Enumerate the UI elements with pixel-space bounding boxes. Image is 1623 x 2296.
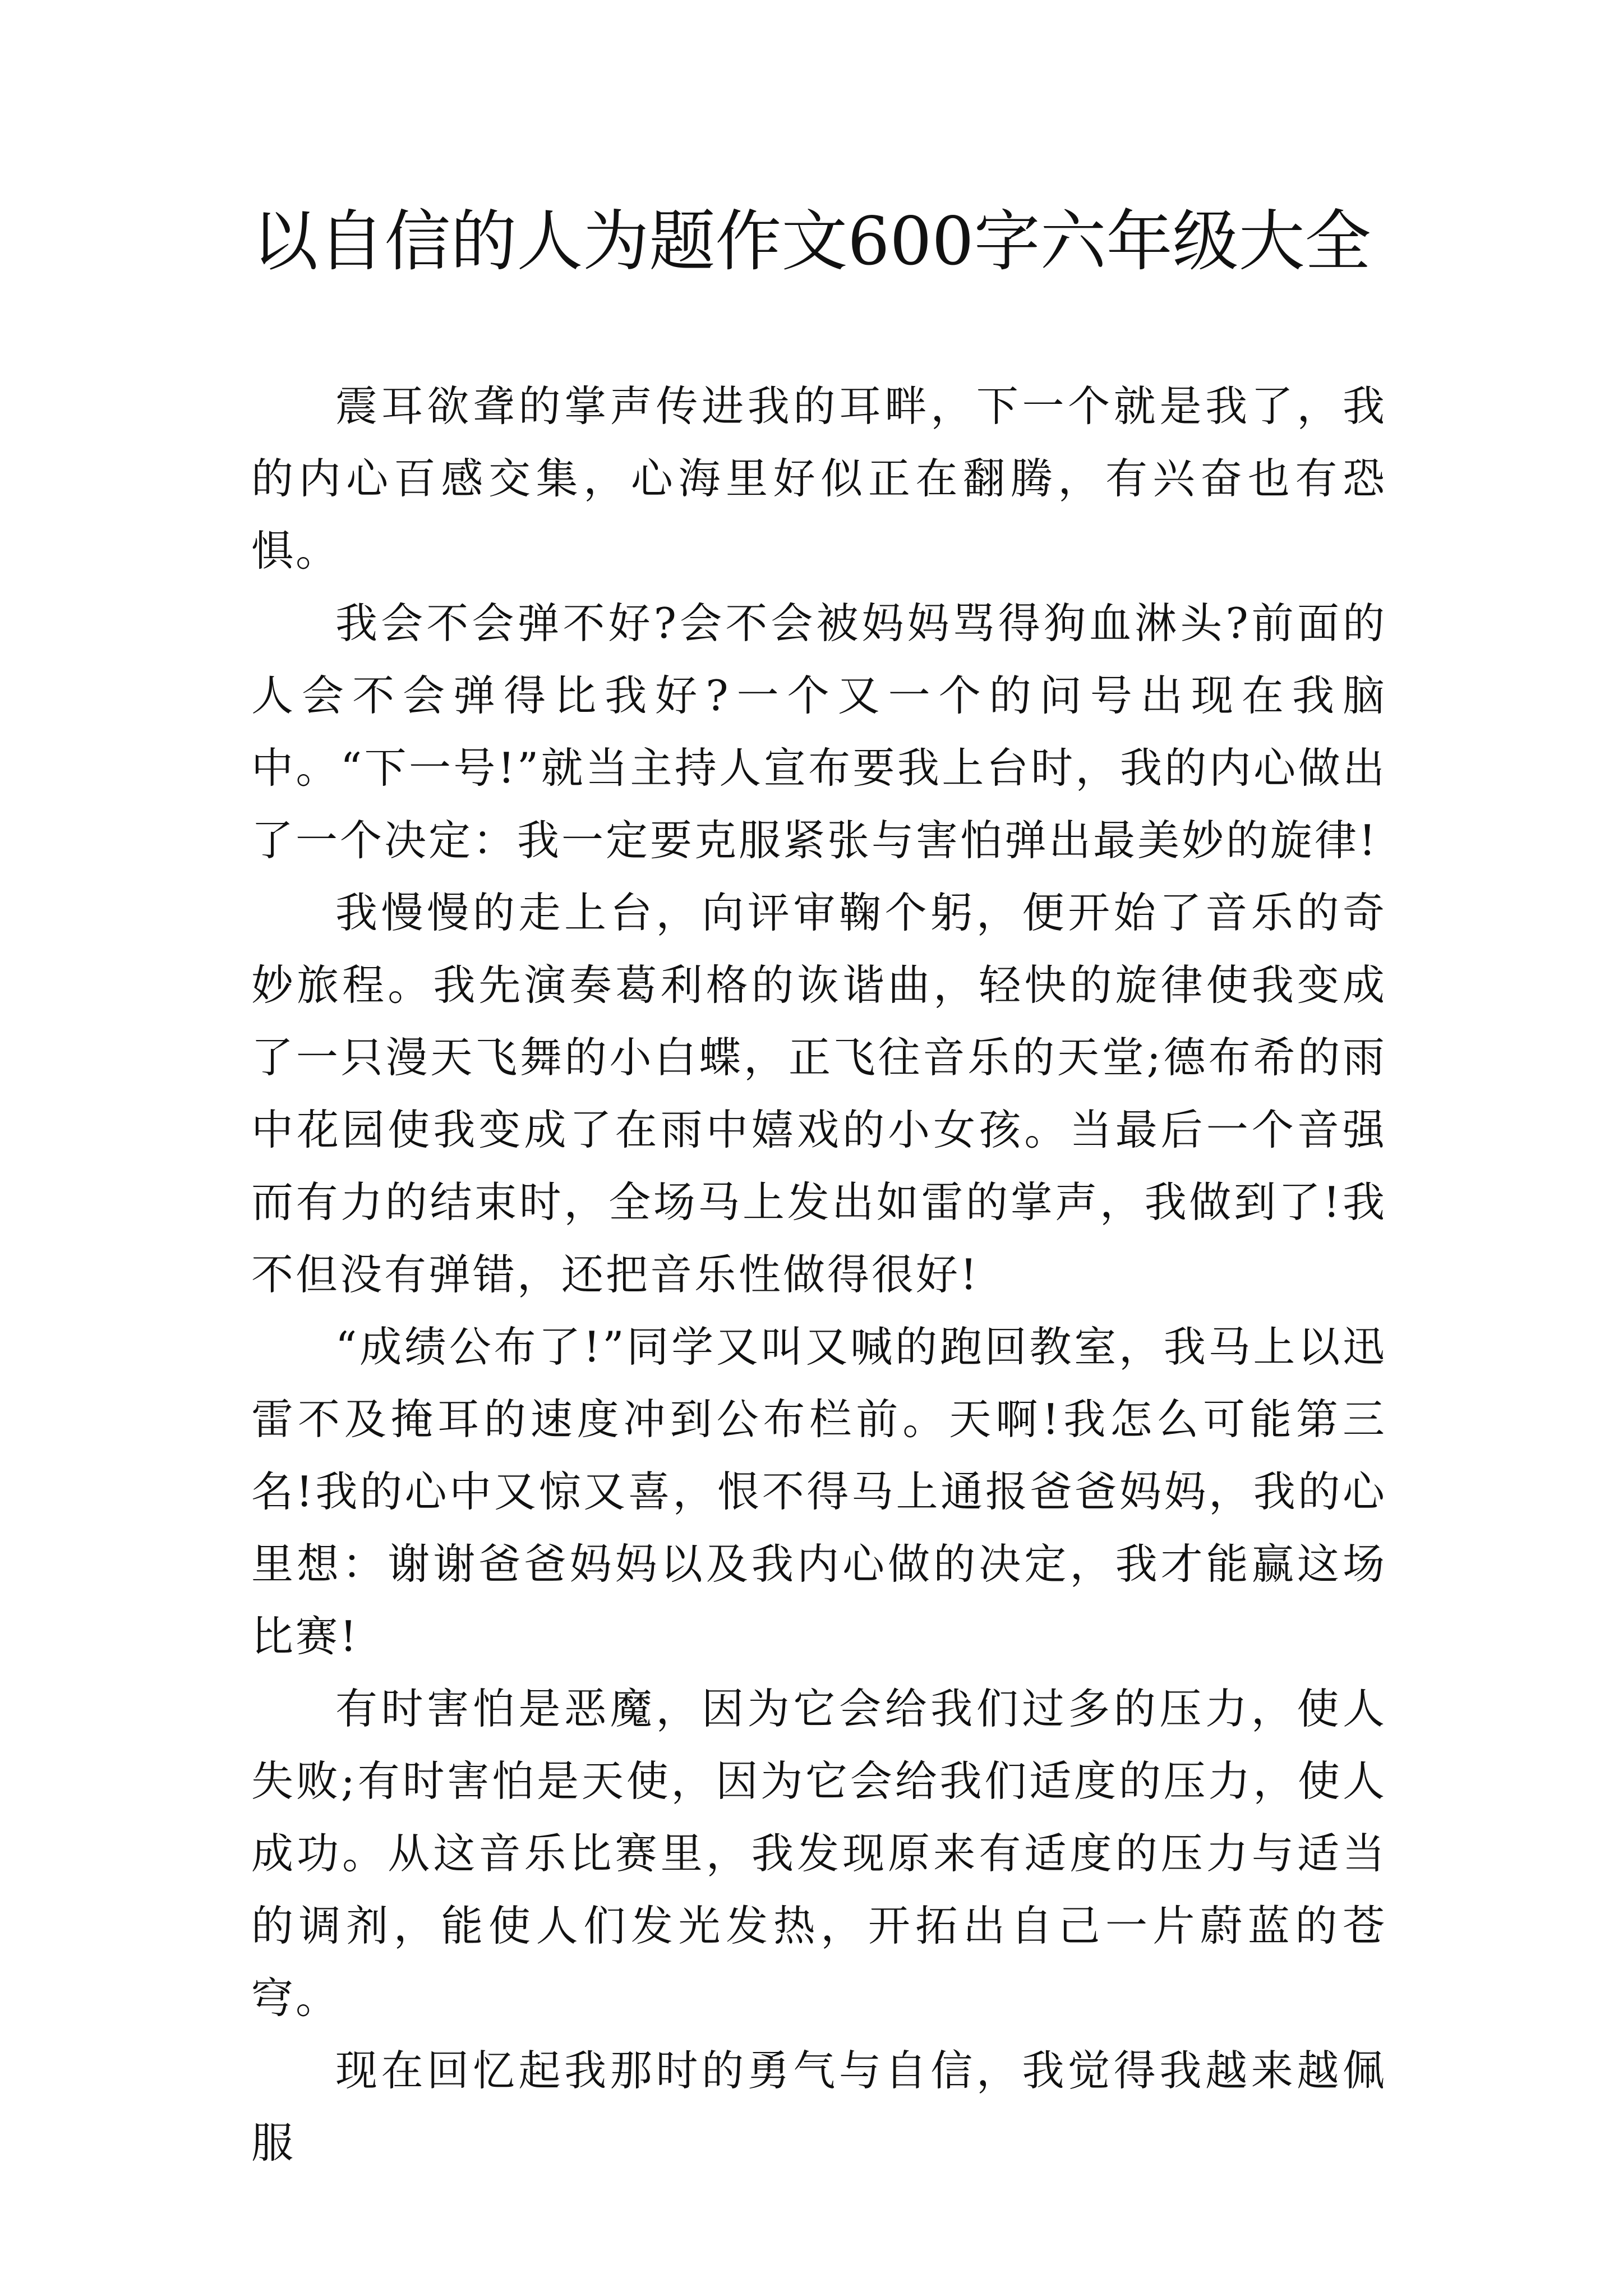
paragraph: 震耳欲聋的掌声传进我的耳畔，下一个就是我了，我的内心百感交集，心海里好似正在翻腾，有兴奋也有恐惧。 <box>251 381 1387 576</box>
document-body <box>251 370 1387 2179</box>
paragraph: 有时害怕是恶魔，因为它会给我们过多的压力，使人失败;有时害怕是天使，因为它会给我们适度的压力，使人成功。从这音乐比赛里，我发现原来有适度的压力与适当的调剂，能使人们发光发热，开拓出自己一片蔚蓝的苍穹。 <box>251 1684 1387 2023</box>
paragraph: 我会不会弹不好?会不会被妈妈骂得狗血淋头?前面的人会不会弹得比我好?一个又一个的问号出现在我脑中。“下一号!”就当主持人宣布要我上台时，我的内心做出了一个决定：我一定要克服紧张与害怕弹出最美妙的旋律! <box>251 599 1387 865</box>
paragraph: 我慢慢的走上台，向评审鞠个躬，便开始了音乐的奇妙旅程。我先演奏葛利格的诙谐曲，轻快的旋律使我变成了一只漫天飞舞的小白蝶，正飞往音乐的天堂;德布希的雨中花园使我变成了在雨中嬉戏的小女孩。当最后一个音强而有力的结束时，全场马上发出如雷的掌声，我做到了!我不但没有弹错，还把音乐性做得很好! <box>251 888 1387 1299</box>
document-title: 以自信的人为题作文600字六年级大全 <box>252 203 1371 280</box>
paragraph: “成绩公布了!”同学又叫又喊的跑回教室，我马上以迅雷不及掩耳的速度冲到公布栏前。天啊!我怎么可能第三名!我的心中又惊又喜，恨不得马上通报爸爸妈妈，我的心里想：谢谢爸爸妈妈以及我内心做的决定，我才能赢这场比赛! <box>251 1322 1387 1661</box>
paragraph: 现在回忆起我那时的勇气与自信，我觉得我越来越佩服 <box>251 2046 1387 2168</box>
